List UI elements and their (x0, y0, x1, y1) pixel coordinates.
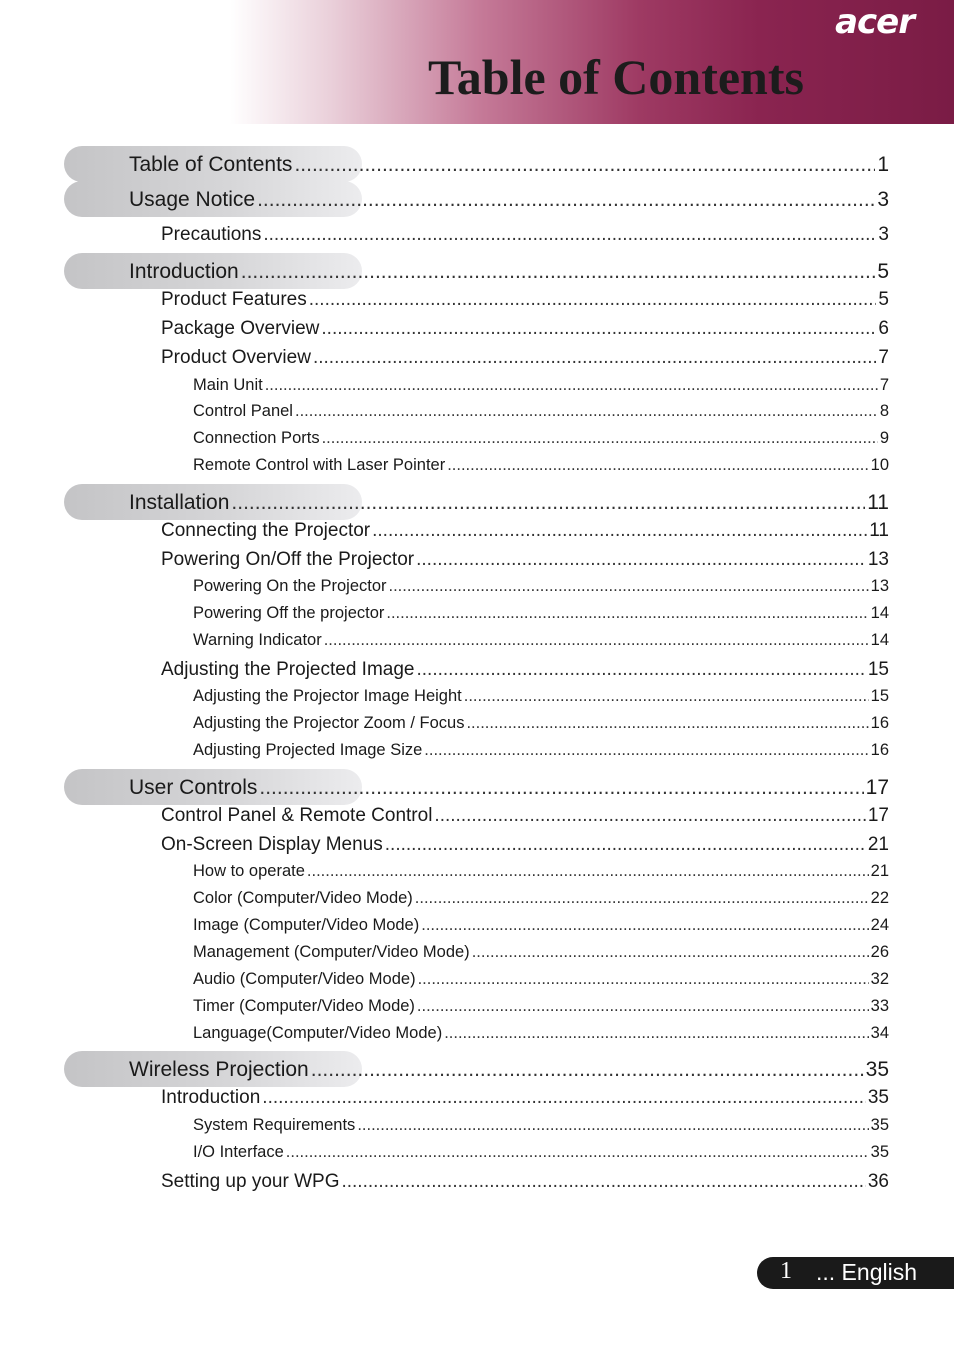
toc-entry-page: 11 (867, 491, 889, 514)
toc-entry[interactable] (193, 604, 889, 623)
dot-leader (259, 776, 863, 800)
toc-entry-title: Product Features (161, 289, 307, 310)
toc-entry-page: 6 (878, 318, 889, 339)
toc-entry[interactable] (193, 970, 889, 989)
toc-entry[interactable] (161, 318, 889, 340)
toc-entry-title: Product Overview (161, 347, 311, 368)
toc-entry[interactable] (161, 805, 889, 827)
toc-entry-page: 10 (870, 456, 889, 474)
dot-leader (421, 916, 868, 935)
toc-entry[interactable] (129, 188, 889, 212)
dot-leader (472, 943, 869, 962)
language-label: ... English (816, 1259, 917, 1285)
toc-entry[interactable] (161, 549, 889, 571)
toc-entry-page: 17 (867, 805, 889, 826)
toc-entry-title: System Requirements (193, 1116, 356, 1134)
dot-leader (447, 456, 868, 475)
toc-entry-title: Audio (Computer/Video Mode) (193, 970, 416, 988)
toc-entry[interactable] (129, 491, 889, 515)
toc-entry-page: 15 (870, 687, 889, 705)
toc-entry-page: 14 (870, 631, 889, 649)
toc-entry-page: 33 (870, 997, 889, 1015)
toc-entry-title: Warning Indicator (193, 631, 322, 649)
toc-entry[interactable] (193, 1143, 889, 1162)
dot-leader (416, 549, 866, 571)
toc-entry[interactable] (129, 153, 889, 177)
toc-entry-title: Remote Control with Laser Pointer (193, 456, 446, 474)
toc-entry-page: 32 (870, 970, 889, 988)
toc-entry-page: 24 (870, 916, 889, 934)
toc-entry-title: Introduction (129, 260, 239, 283)
dot-leader (372, 520, 867, 542)
toc-entry[interactable] (129, 260, 889, 284)
toc-entry-page: 8 (879, 402, 889, 420)
toc-entry[interactable] (193, 862, 889, 881)
dot-leader (231, 491, 865, 515)
toc-entry-page: 35 (865, 1058, 889, 1081)
toc-entry-title: Usage Notice (129, 188, 256, 211)
toc-entry[interactable] (193, 741, 889, 760)
dot-leader (415, 889, 869, 908)
toc-entry-page: 21 (867, 834, 889, 855)
dot-leader (324, 631, 869, 650)
toc-entry-page: 34 (870, 1024, 889, 1042)
toc-entry-title: Table of Contents (129, 153, 293, 176)
page-title: Table of Contents (428, 49, 804, 105)
dot-leader (309, 289, 877, 311)
toc-entry-title: User Controls (129, 776, 258, 799)
toc-entry-title: Management (Computer/Video Mode) (193, 943, 470, 961)
toc-entry-page: 17 (865, 776, 889, 799)
toc-entry[interactable] (193, 456, 889, 475)
toc-entry[interactable] (161, 520, 889, 542)
toc-entry[interactable] (161, 224, 889, 246)
toc-entry-page: 21 (870, 862, 889, 880)
toc-entry[interactable] (193, 376, 889, 395)
toc-entry-title: Adjusting the Projector Image Height (193, 687, 462, 705)
toc-entry-title: Package Overview (161, 318, 320, 339)
dot-leader (341, 1171, 865, 1193)
toc-entry-title: Adjusting the Projected Image (161, 659, 415, 680)
toc-entry[interactable] (193, 916, 889, 935)
dot-leader (241, 260, 876, 284)
toc-entry-page: 14 (870, 604, 889, 622)
dot-leader (321, 318, 876, 340)
toc-entry-title: Powering Off the projector (193, 604, 385, 622)
toc-entry[interactable] (161, 1171, 889, 1193)
toc-entry[interactable] (161, 1087, 889, 1109)
dot-leader (286, 1143, 869, 1162)
toc-entry-page: 13 (867, 549, 889, 570)
toc-entry-title: Powering On/Off the Projector (161, 549, 415, 570)
toc-entry-title: Color (Computer/Video Mode) (193, 889, 413, 907)
toc-entry[interactable] (193, 889, 889, 908)
toc-entry-title: Precautions (161, 224, 262, 245)
dot-leader (307, 862, 869, 881)
toc-entry-title: On-Screen Display Menus (161, 834, 383, 855)
toc-entry-title: Adjusting the Projector Zoom / Focus (193, 714, 465, 732)
dot-leader (385, 834, 866, 856)
toc-entry[interactable] (193, 631, 889, 650)
toc-entry-page: 5 (878, 289, 889, 310)
toc-entry-page: 3 (877, 188, 889, 211)
toc-entry-page: 13 (870, 577, 889, 595)
toc-entry-page: 5 (877, 260, 889, 283)
toc-entry-page: 36 (867, 1171, 889, 1192)
toc-entry[interactable] (193, 943, 889, 962)
toc-entry[interactable] (161, 347, 889, 369)
toc-entry[interactable] (193, 1116, 889, 1135)
dot-leader (262, 1087, 866, 1109)
toc-entry[interactable] (129, 776, 889, 800)
toc-entry-page: 1 (877, 153, 889, 176)
toc-entry-title: Introduction (161, 1087, 261, 1108)
toc-entry-title: Main Unit (193, 376, 263, 394)
toc-entry[interactable] (193, 1024, 889, 1043)
dot-leader (386, 604, 868, 623)
toc-entry[interactable] (161, 659, 889, 681)
toc-entry-page: 26 (870, 943, 889, 961)
toc-entry[interactable] (193, 429, 889, 448)
toc-entry-title: Installation (129, 491, 230, 514)
toc-entry[interactable] (193, 714, 889, 733)
toc-entry-page: 35 (870, 1116, 889, 1134)
toc-entry[interactable] (193, 577, 889, 596)
toc-entry-title: Setting up your WPG (161, 1171, 340, 1192)
dot-leader (444, 1024, 868, 1043)
dot-leader (357, 1116, 868, 1135)
toc-entry[interactable] (161, 834, 889, 856)
toc-entry-title: Control Panel & Remote Control (161, 805, 433, 826)
toc-entry[interactable] (129, 1058, 889, 1082)
dot-leader (313, 347, 876, 369)
dot-leader (424, 741, 868, 760)
dot-leader (265, 376, 878, 395)
dot-leader (434, 805, 865, 827)
toc-entry-title: Powering On the Projector (193, 577, 387, 595)
dot-leader (417, 659, 866, 681)
toc-entry-page: 3 (878, 224, 889, 245)
toc-entry[interactable] (193, 997, 889, 1016)
page-number: 1 (780, 1258, 792, 1284)
dot-leader (389, 577, 869, 596)
dot-leader (263, 224, 876, 246)
toc-entry[interactable] (161, 289, 889, 311)
dot-leader (417, 997, 869, 1016)
dot-leader (418, 970, 869, 989)
toc-entry-page: 15 (867, 659, 889, 680)
toc-entry-title: I/O Interface (193, 1143, 284, 1161)
toc-entry-page: 11 (869, 520, 889, 541)
toc-entry-page: 7 (878, 347, 889, 368)
toc-entry-title: Image (Computer/Video Mode) (193, 916, 420, 934)
toc-entry-page: 35 (870, 1143, 889, 1161)
toc-entry-title: Language(Computer/Video Mode) (193, 1024, 443, 1042)
toc-entry-title: Wireless Projection (129, 1058, 309, 1081)
acer-logo: acer (835, 2, 914, 42)
dot-leader (466, 714, 868, 733)
toc-entry[interactable] (193, 687, 889, 706)
header-banner (0, 0, 954, 124)
toc-entry-page: 22 (870, 889, 889, 907)
toc-entry-title: Connecting the Projector (161, 520, 371, 541)
dot-leader (295, 402, 878, 421)
dot-leader (257, 188, 875, 212)
toc-entry-title: Adjusting Projected Image Size (193, 741, 423, 759)
toc-entry-page: 35 (867, 1087, 889, 1108)
dot-leader (294, 153, 875, 177)
dot-leader (322, 429, 878, 448)
toc-entry-page: 16 (870, 741, 889, 759)
toc-entry[interactable] (193, 402, 889, 421)
toc-entry-page: 16 (870, 714, 889, 732)
toc-entry-page: 9 (879, 429, 889, 447)
toc-entry-title: Control Panel (193, 402, 293, 420)
dot-leader (464, 687, 869, 706)
toc-entry-title: Connection Ports (193, 429, 320, 447)
toc-entry-page: 7 (879, 376, 889, 394)
toc-entry-title: How to operate (193, 862, 305, 880)
dot-leader (311, 1058, 864, 1082)
toc-entry-title: Timer (Computer/Video Mode) (193, 997, 415, 1015)
